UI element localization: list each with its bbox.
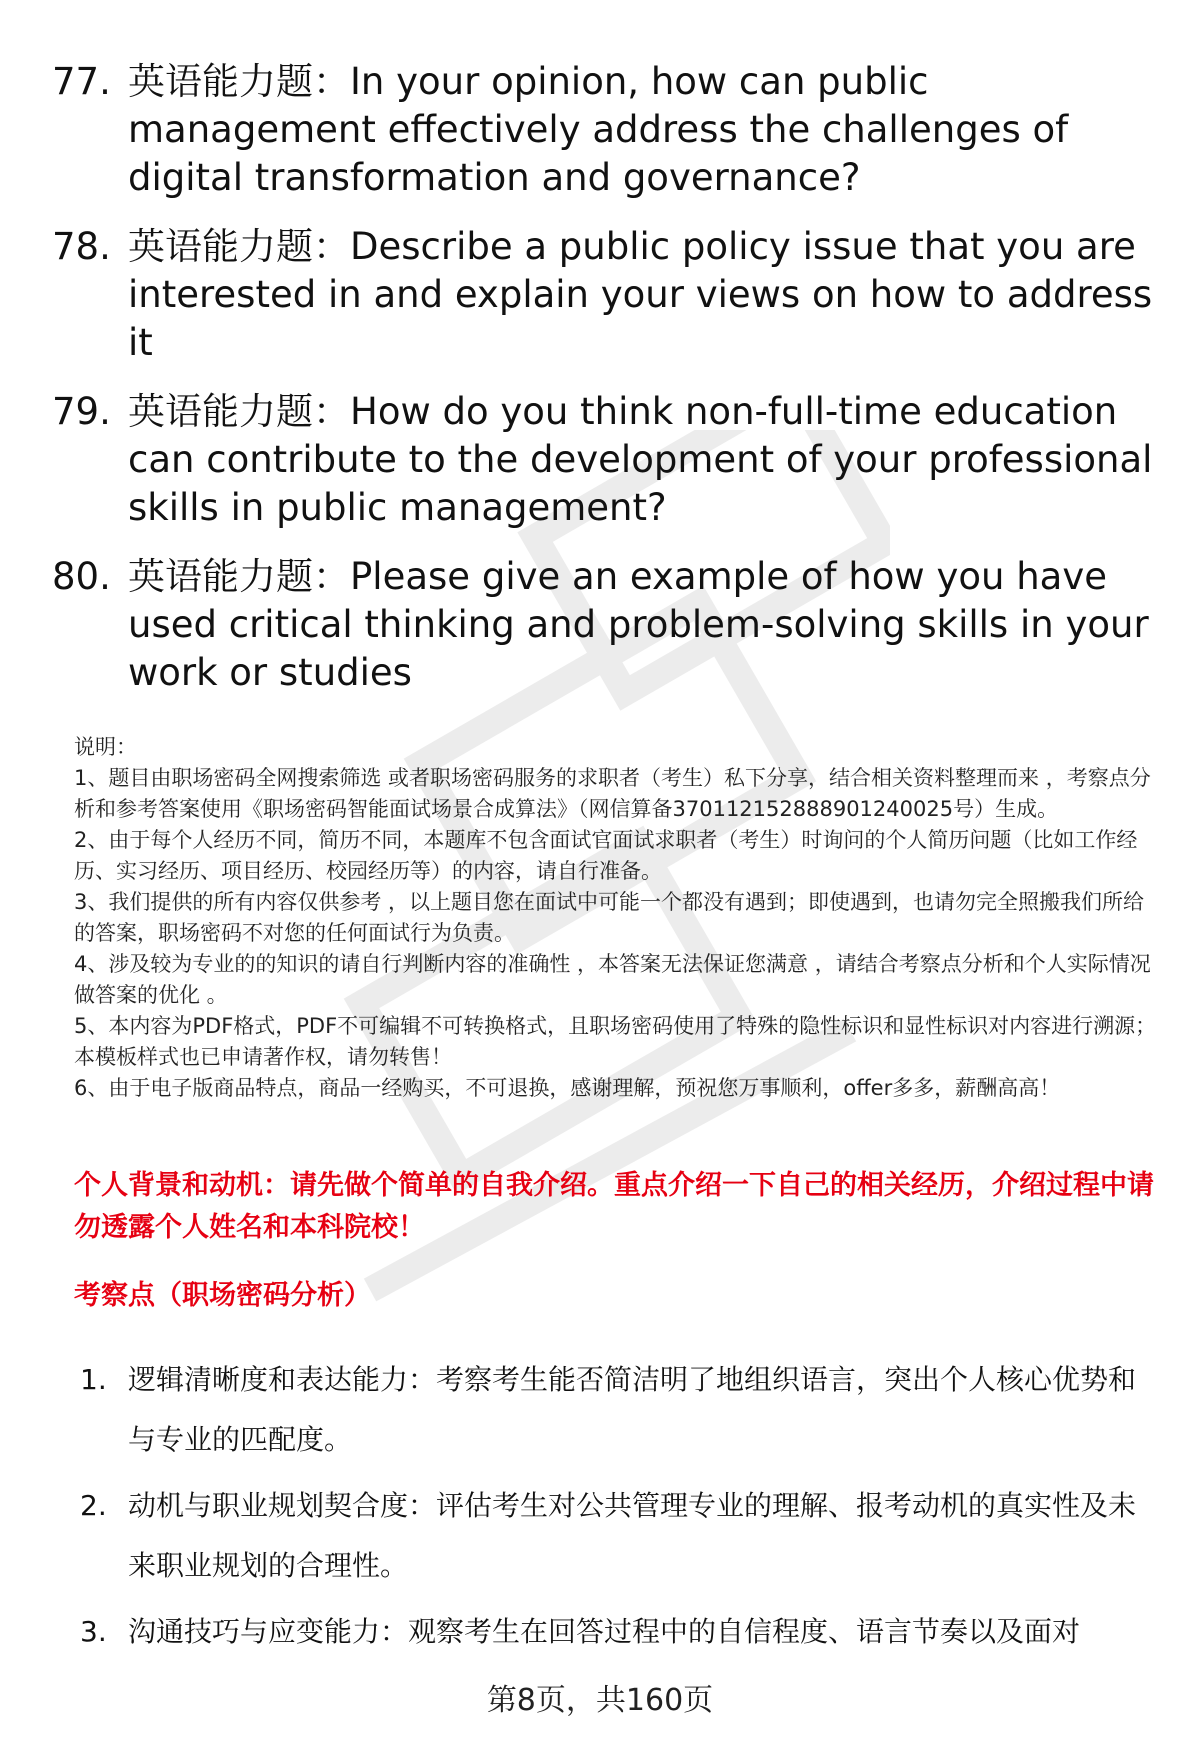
question-text: 英语能力题：How do you think non-full-time education can contribute to the development of your professional skills in public management? [128,390,1153,529]
question-number: 79. [52,390,111,433]
notes-title: 说明： [74,735,137,759]
assessment-points [80,1350,1160,1668]
point-item [80,1350,1160,1470]
question-text: 英语能力题：In your opinion, how can public management effectively address the challenges of digital transformation and governance? [128,60,1069,199]
section-subheading: 考察点（职场密码分析） [74,1280,371,1311]
question-item [52,58,1162,202]
question-number: 78. [52,225,111,268]
note-item: 3、我们提供的所有内容仅供参考 ，以上题目您在面试中可能一个都没有遇到；即使遇到，也请勿完全照搬我们所给的答案，职场密码不对您的任何面试行为负责。 [74,890,1145,945]
point-number: 3. [80,1615,107,1648]
question-text: 英语能力题：Please give an example of how you have used critical thinking and problem-solving skills in your work or studies [128,555,1149,694]
question-text: 英语能力题：Describe a public policy issue that you are interested in and explain your views on how to address it [128,225,1153,364]
point-number: 1. [80,1363,107,1396]
note-item: 6、由于电子版商品特点，商品一经购买，不可退换，感谢理解，预祝您万事顺利，offer多多，薪酬高高！ [74,1076,1061,1100]
point-text: 逻辑清晰度和表达能力：考察考生能否简洁明了地组织语言，突出个人核心优势和与专业的匹配度。 [128,1363,1137,1456]
question-number: 77. [52,60,111,103]
point-number: 2. [80,1489,107,1522]
point-text: 动机与职业规划契合度：评估考生对公共管理专业的理解、报考动机的真实性及未来职业规划的合理性。 [128,1489,1137,1582]
disclaimer-notes [74,732,1164,1104]
question-item [52,553,1162,697]
question-item [52,223,1162,367]
question-item [52,388,1162,532]
note-item: 5、本内容为PDF格式，PDF不可编辑不可转换格式，且职场密码使用了特殊的隐性标识和显性标识对内容进行溯源；本模板样式也已申请著作权，请勿转售！ [74,1014,1157,1069]
question-number: 80. [52,555,111,598]
point-text: 沟通技巧与应变能力：观察考生在回答过程中的自信程度、语言节奏以及面对 [128,1615,1081,1648]
point-item [80,1476,1160,1596]
question-list [52,58,1162,718]
note-item: 1、题目由职场密码全网搜索筛选 或者职场密码服务的求职者（考生）私下分享，结合相关资料整理而来 ，考察点分析和参考答案使用《职场密码智能面试场景合成算法》（网信算备370112152888901240025号）生成。 [74,766,1151,821]
note-item: 4、涉及较为专业的的知识的请自行判断内容的准确性 ，本答案无法保证您满意 ，请结合考察点分析和个人实际情况做答案的优化 。 [74,952,1151,1007]
point-item [80,1602,1160,1662]
note-item: 2、由于每个人经历不同，简历不同，本题库不包含面试官面试求职者（考生）时询问的个人简历问题（比如工作经历、实习经历、项目经历、校园经历等）的内容，请自行准备。 [74,828,1138,883]
page-footer: 第8页，共160页 [486,1683,714,1718]
section-heading: 个人背景和动机：请先做个简单的自我介绍。重点介绍一下自己的相关经历，介绍过程中请勿透露个人姓名和本科院校！ [74,1170,1154,1243]
